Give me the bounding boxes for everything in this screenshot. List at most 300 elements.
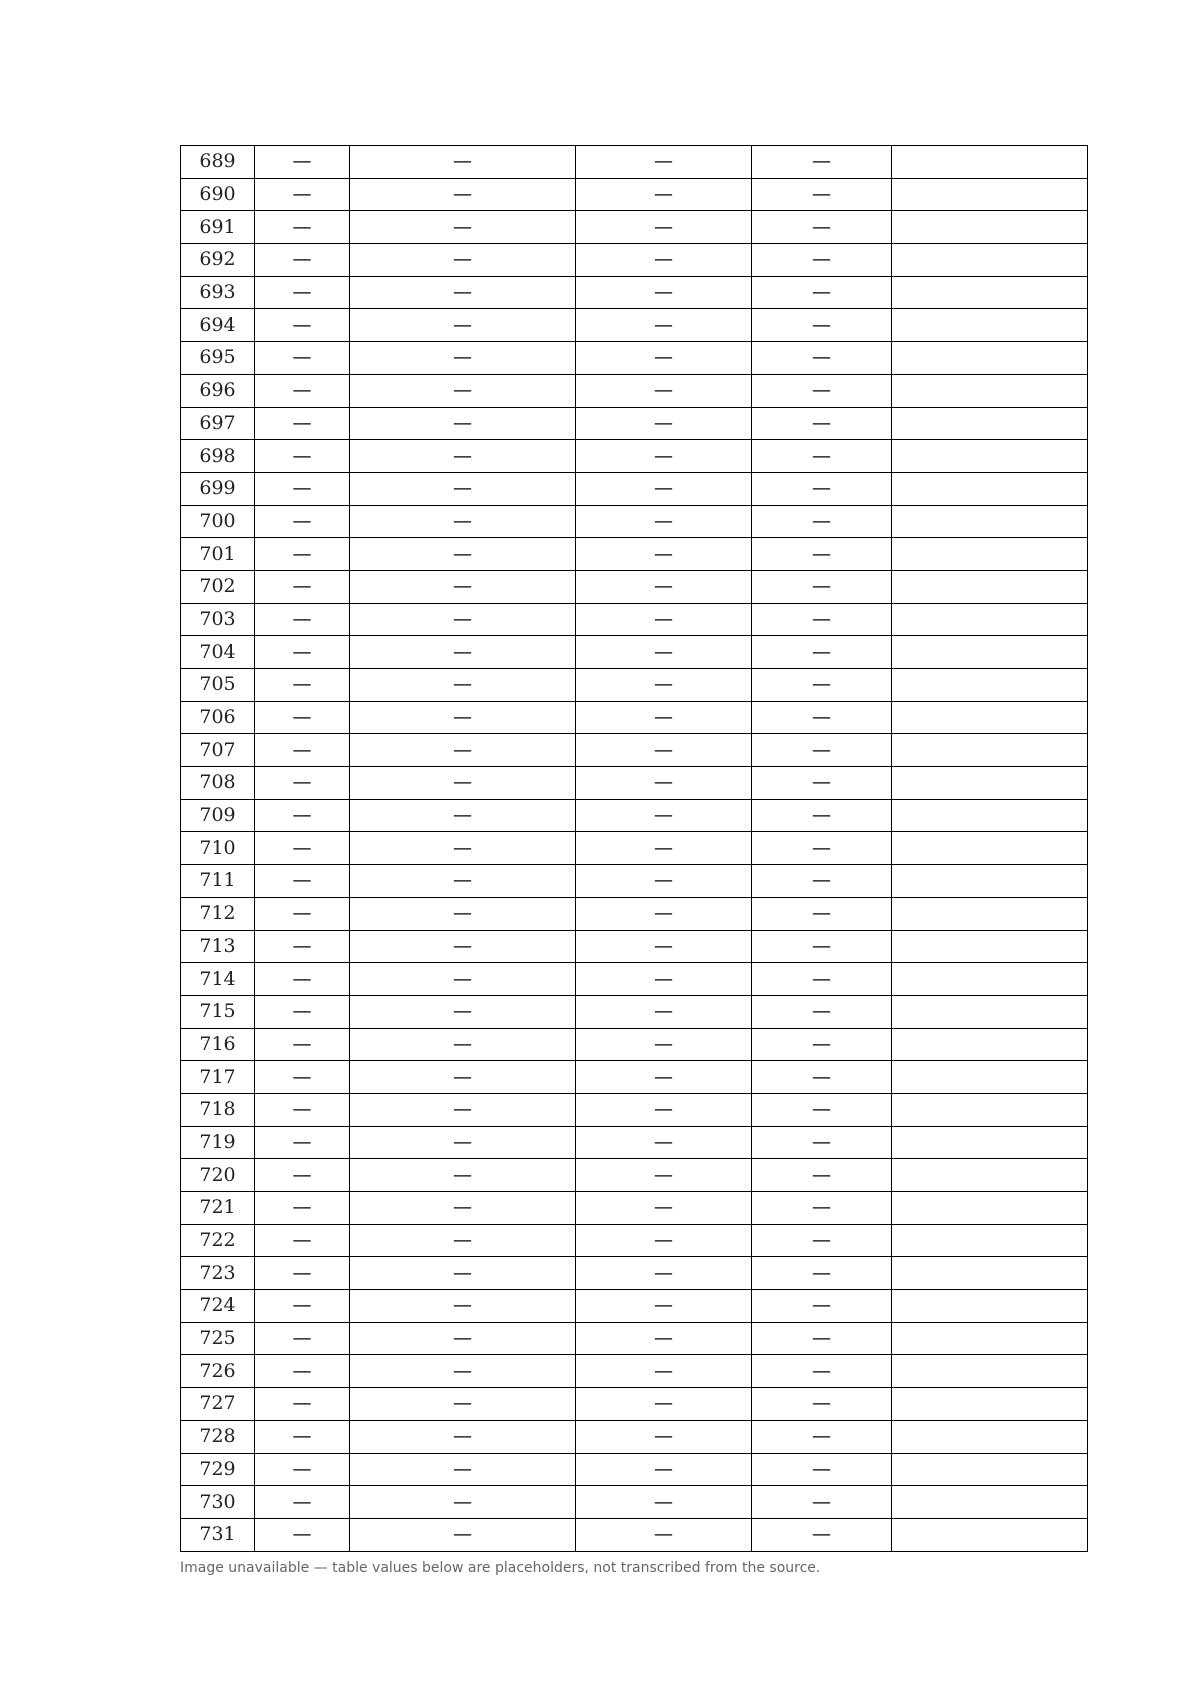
data-table-container: [180, 145, 1087, 1552]
amount-cell: —: [752, 244, 892, 277]
phone-cell: —: [576, 538, 752, 571]
table-row: [181, 146, 1088, 179]
name-cell: —: [255, 309, 350, 342]
phone-cell: —: [576, 146, 752, 179]
id-card-cell: —: [350, 897, 576, 930]
note-cell: [892, 701, 1088, 734]
phone-cell: —: [576, 767, 752, 800]
row-number-cell: 724: [181, 1290, 255, 1323]
amount-cell: —: [752, 1420, 892, 1453]
amount-cell: —: [752, 1290, 892, 1323]
table-row: [181, 1453, 1088, 1486]
row-number-cell: 713: [181, 930, 255, 963]
amount-cell: —: [752, 1126, 892, 1159]
id-card-cell: —: [350, 1126, 576, 1159]
row-number-cell: 729: [181, 1453, 255, 1486]
amount-cell: —: [752, 963, 892, 996]
table-row: [181, 799, 1088, 832]
id-card-cell: —: [350, 1355, 576, 1388]
table-row: [181, 538, 1088, 571]
phone-cell: —: [576, 865, 752, 898]
note-cell: [892, 407, 1088, 440]
amount-cell: —: [752, 701, 892, 734]
note-cell: [892, 1126, 1088, 1159]
note-cell: [892, 276, 1088, 309]
row-number-cell: 709: [181, 799, 255, 832]
note-cell: [892, 342, 1088, 375]
amount-cell: —: [752, 1192, 892, 1225]
table-row: [181, 701, 1088, 734]
name-cell: —: [255, 1061, 350, 1094]
table-row: [181, 963, 1088, 996]
phone-cell: —: [576, 1028, 752, 1061]
note-cell: [892, 309, 1088, 342]
name-cell: —: [255, 472, 350, 505]
amount-cell: —: [752, 1159, 892, 1192]
phone-cell: —: [576, 603, 752, 636]
note-cell: [892, 1093, 1088, 1126]
note-cell: [892, 603, 1088, 636]
name-cell: —: [255, 570, 350, 603]
id-card-cell: —: [350, 832, 576, 865]
note-cell: [892, 734, 1088, 767]
phone-cell: —: [576, 276, 752, 309]
table-row: [181, 1028, 1088, 1061]
table-row: [181, 1518, 1088, 1551]
table-row: [181, 244, 1088, 277]
name-cell: —: [255, 1453, 350, 1486]
phone-cell: —: [576, 309, 752, 342]
name-cell: —: [255, 1224, 350, 1257]
phone-cell: —: [576, 244, 752, 277]
name-cell: —: [255, 1028, 350, 1061]
id-card-cell: —: [350, 669, 576, 702]
table-row: [181, 505, 1088, 538]
phone-cell: —: [576, 342, 752, 375]
amount-cell: —: [752, 832, 892, 865]
table-row: [181, 930, 1088, 963]
id-card-cell: —: [350, 1159, 576, 1192]
id-card-cell: —: [350, 603, 576, 636]
name-cell: —: [255, 799, 350, 832]
id-card-cell: —: [350, 734, 576, 767]
note-cell: [892, 930, 1088, 963]
amount-cell: —: [752, 505, 892, 538]
phone-cell: —: [576, 1257, 752, 1290]
row-number-cell: 719: [181, 1126, 255, 1159]
id-card-cell: —: [350, 1486, 576, 1519]
table-row: [181, 276, 1088, 309]
row-number-cell: 711: [181, 865, 255, 898]
id-card-cell: —: [350, 407, 576, 440]
id-card-cell: —: [350, 636, 576, 669]
id-card-cell: —: [350, 995, 576, 1028]
amount-cell: —: [752, 472, 892, 505]
table-row: [181, 767, 1088, 800]
table-row: [181, 309, 1088, 342]
name-cell: —: [255, 276, 350, 309]
phone-cell: —: [576, 701, 752, 734]
note-cell: [892, 538, 1088, 571]
amount-cell: —: [752, 865, 892, 898]
table-row: [181, 1290, 1088, 1323]
name-cell: —: [255, 1093, 350, 1126]
phone-cell: —: [576, 211, 752, 244]
row-number-cell: 705: [181, 669, 255, 702]
table-row: [181, 734, 1088, 767]
amount-cell: —: [752, 1257, 892, 1290]
name-cell: —: [255, 930, 350, 963]
name-cell: —: [255, 1420, 350, 1453]
amount-cell: —: [752, 276, 892, 309]
note-cell: [892, 1061, 1088, 1094]
note-cell: [892, 865, 1088, 898]
row-number-cell: 726: [181, 1355, 255, 1388]
row-number-cell: 693: [181, 276, 255, 309]
table-row: [181, 1420, 1088, 1453]
phone-cell: —: [576, 178, 752, 211]
id-card-cell: —: [350, 865, 576, 898]
note-cell: [892, 1486, 1088, 1519]
note-cell: [892, 1322, 1088, 1355]
row-number-cell: 704: [181, 636, 255, 669]
phone-cell: —: [576, 1093, 752, 1126]
name-cell: —: [255, 1355, 350, 1388]
name-cell: —: [255, 1322, 350, 1355]
table-row: [181, 1322, 1088, 1355]
id-card-cell: —: [350, 342, 576, 375]
id-card-cell: —: [350, 1322, 576, 1355]
name-cell: —: [255, 146, 350, 179]
id-card-cell: —: [350, 1453, 576, 1486]
id-card-cell: —: [350, 1518, 576, 1551]
amount-cell: —: [752, 767, 892, 800]
amount-cell: —: [752, 1093, 892, 1126]
amount-cell: —: [752, 799, 892, 832]
table-row: [181, 832, 1088, 865]
id-card-cell: —: [350, 472, 576, 505]
data-table: [180, 145, 1088, 1552]
amount-cell: —: [752, 669, 892, 702]
note-cell: [892, 767, 1088, 800]
name-cell: —: [255, 440, 350, 473]
row-number-cell: 710: [181, 832, 255, 865]
id-card-cell: —: [350, 1388, 576, 1421]
phone-cell: —: [576, 1420, 752, 1453]
row-number-cell: 717: [181, 1061, 255, 1094]
row-number-cell: 701: [181, 538, 255, 571]
row-number-cell: 718: [181, 1093, 255, 1126]
amount-cell: —: [752, 178, 892, 211]
amount-cell: —: [752, 538, 892, 571]
amount-cell: —: [752, 407, 892, 440]
amount-cell: —: [752, 374, 892, 407]
table-row: [181, 407, 1088, 440]
row-number-cell: 727: [181, 1388, 255, 1421]
phone-cell: —: [576, 669, 752, 702]
id-card-cell: —: [350, 1420, 576, 1453]
id-card-cell: —: [350, 1224, 576, 1257]
table-row: [181, 440, 1088, 473]
note-cell: [892, 505, 1088, 538]
name-cell: —: [255, 832, 350, 865]
note-cell: [892, 636, 1088, 669]
amount-cell: —: [752, 1224, 892, 1257]
amount-cell: —: [752, 897, 892, 930]
id-card-cell: —: [350, 276, 576, 309]
table-row: [181, 472, 1088, 505]
id-card-cell: —: [350, 930, 576, 963]
amount-cell: —: [752, 1518, 892, 1551]
id-card-cell: —: [350, 1028, 576, 1061]
phone-cell: —: [576, 407, 752, 440]
amount-cell: —: [752, 1453, 892, 1486]
note-cell: [892, 1388, 1088, 1421]
row-number-cell: 716: [181, 1028, 255, 1061]
id-card-cell: —: [350, 701, 576, 734]
note-cell: [892, 146, 1088, 179]
amount-cell: —: [752, 603, 892, 636]
amount-cell: —: [752, 440, 892, 473]
note-cell: [892, 472, 1088, 505]
table-row: [181, 178, 1088, 211]
name-cell: —: [255, 1159, 350, 1192]
amount-cell: —: [752, 1061, 892, 1094]
phone-cell: —: [576, 799, 752, 832]
note-cell: [892, 244, 1088, 277]
amount-cell: —: [752, 734, 892, 767]
table-body: [181, 146, 1088, 1552]
amount-cell: —: [752, 1388, 892, 1421]
id-card-cell: —: [350, 1093, 576, 1126]
note-cell: [892, 799, 1088, 832]
name-cell: —: [255, 636, 350, 669]
id-card-cell: —: [350, 1192, 576, 1225]
table-row: [181, 1159, 1088, 1192]
table-row: [181, 669, 1088, 702]
id-card-cell: —: [350, 767, 576, 800]
row-number-cell: 723: [181, 1257, 255, 1290]
name-cell: —: [255, 734, 350, 767]
table-row: [181, 995, 1088, 1028]
amount-cell: —: [752, 1486, 892, 1519]
name-cell: —: [255, 1388, 350, 1421]
id-card-cell: —: [350, 538, 576, 571]
amount-cell: —: [752, 1322, 892, 1355]
amount-cell: —: [752, 1028, 892, 1061]
phone-cell: —: [576, 1322, 752, 1355]
note-cell: [892, 1355, 1088, 1388]
table-row: [181, 1257, 1088, 1290]
row-number-cell: 707: [181, 734, 255, 767]
table-row: [181, 342, 1088, 375]
note-cell: [892, 178, 1088, 211]
table-row: [181, 1388, 1088, 1421]
note-cell: [892, 211, 1088, 244]
name-cell: —: [255, 1192, 350, 1225]
row-number-cell: 700: [181, 505, 255, 538]
row-number-cell: 697: [181, 407, 255, 440]
phone-cell: —: [576, 1126, 752, 1159]
phone-cell: —: [576, 505, 752, 538]
note-cell: [892, 669, 1088, 702]
id-card-cell: —: [350, 211, 576, 244]
phone-cell: —: [576, 897, 752, 930]
note-cell: [892, 570, 1088, 603]
row-number-cell: 721: [181, 1192, 255, 1225]
note-cell: [892, 1224, 1088, 1257]
phone-cell: —: [576, 832, 752, 865]
phone-cell: —: [576, 1388, 752, 1421]
id-card-cell: —: [350, 570, 576, 603]
phone-cell: —: [576, 1224, 752, 1257]
phone-cell: —: [576, 440, 752, 473]
name-cell: —: [255, 1518, 350, 1551]
name-cell: —: [255, 963, 350, 996]
note-cell: [892, 1028, 1088, 1061]
row-number-cell: 695: [181, 342, 255, 375]
phone-cell: —: [576, 1061, 752, 1094]
row-number-cell: 714: [181, 963, 255, 996]
phone-cell: —: [576, 1486, 752, 1519]
note-cell: [892, 1257, 1088, 1290]
row-number-cell: 699: [181, 472, 255, 505]
name-cell: —: [255, 178, 350, 211]
amount-cell: —: [752, 146, 892, 179]
phone-cell: —: [576, 472, 752, 505]
phone-cell: —: [576, 1518, 752, 1551]
phone-cell: —: [576, 636, 752, 669]
table-row: [181, 636, 1088, 669]
table-row: [181, 1192, 1088, 1225]
name-cell: —: [255, 669, 350, 702]
name-cell: —: [255, 342, 350, 375]
name-cell: —: [255, 1290, 350, 1323]
phone-cell: —: [576, 1192, 752, 1225]
row-number-cell: 694: [181, 309, 255, 342]
table-row: [181, 570, 1088, 603]
note-cell: [892, 897, 1088, 930]
note-cell: [892, 1518, 1088, 1551]
amount-cell: —: [752, 995, 892, 1028]
row-number-cell: 730: [181, 1486, 255, 1519]
table-row: [181, 374, 1088, 407]
amount-cell: —: [752, 211, 892, 244]
id-card-cell: —: [350, 146, 576, 179]
phone-cell: —: [576, 1453, 752, 1486]
phone-cell: —: [576, 963, 752, 996]
table-row: [181, 865, 1088, 898]
name-cell: —: [255, 897, 350, 930]
row-number-cell: 689: [181, 146, 255, 179]
phone-cell: —: [576, 1159, 752, 1192]
note-cell: [892, 1290, 1088, 1323]
row-number-cell: 703: [181, 603, 255, 636]
phone-cell: —: [576, 995, 752, 1028]
name-cell: —: [255, 407, 350, 440]
id-card-cell: —: [350, 1257, 576, 1290]
row-number-cell: 712: [181, 897, 255, 930]
phone-cell: —: [576, 374, 752, 407]
note-cell: [892, 440, 1088, 473]
id-card-cell: —: [350, 440, 576, 473]
note-cell: [892, 374, 1088, 407]
id-card-cell: —: [350, 799, 576, 832]
name-cell: —: [255, 1126, 350, 1159]
name-cell: —: [255, 865, 350, 898]
table-row: [181, 1224, 1088, 1257]
amount-cell: —: [752, 1355, 892, 1388]
row-number-cell: 706: [181, 701, 255, 734]
amount-cell: —: [752, 570, 892, 603]
amount-cell: —: [752, 636, 892, 669]
name-cell: —: [255, 374, 350, 407]
row-number-cell: 722: [181, 1224, 255, 1257]
table-row: [181, 1355, 1088, 1388]
name-cell: —: [255, 505, 350, 538]
phone-cell: —: [576, 734, 752, 767]
name-cell: —: [255, 767, 350, 800]
note-cell: [892, 963, 1088, 996]
row-number-cell: 690: [181, 178, 255, 211]
note-cell: [892, 1192, 1088, 1225]
amount-cell: —: [752, 930, 892, 963]
name-cell: —: [255, 538, 350, 571]
table-row: [181, 1126, 1088, 1159]
row-number-cell: 715: [181, 995, 255, 1028]
row-number-cell: 702: [181, 570, 255, 603]
name-cell: —: [255, 603, 350, 636]
table-row: [181, 1093, 1088, 1126]
name-cell: —: [255, 211, 350, 244]
table-row: [181, 211, 1088, 244]
phone-cell: —: [576, 570, 752, 603]
note-cell: [892, 1420, 1088, 1453]
table-row: [181, 603, 1088, 636]
placeholder-note: Image unavailable — table values below are placeholders, not transcribed from the source.: [180, 1560, 821, 1576]
row-number-cell: 725: [181, 1322, 255, 1355]
phone-cell: —: [576, 1290, 752, 1323]
id-card-cell: —: [350, 963, 576, 996]
id-card-cell: —: [350, 309, 576, 342]
id-card-cell: —: [350, 1290, 576, 1323]
note-cell: [892, 832, 1088, 865]
row-number-cell: 720: [181, 1159, 255, 1192]
phone-cell: —: [576, 930, 752, 963]
row-number-cell: 728: [181, 1420, 255, 1453]
note-cell: [892, 995, 1088, 1028]
amount-cell: —: [752, 309, 892, 342]
row-number-cell: 692: [181, 244, 255, 277]
name-cell: —: [255, 701, 350, 734]
name-cell: —: [255, 1257, 350, 1290]
note-cell: [892, 1453, 1088, 1486]
id-card-cell: —: [350, 505, 576, 538]
row-number-cell: 691: [181, 211, 255, 244]
row-number-cell: 708: [181, 767, 255, 800]
table-row: [181, 897, 1088, 930]
name-cell: —: [255, 244, 350, 277]
row-number-cell: 696: [181, 374, 255, 407]
id-card-cell: —: [350, 244, 576, 277]
table-row: [181, 1486, 1088, 1519]
id-card-cell: —: [350, 178, 576, 211]
phone-cell: —: [576, 1355, 752, 1388]
id-card-cell: —: [350, 374, 576, 407]
name-cell: —: [255, 995, 350, 1028]
note-cell: [892, 1159, 1088, 1192]
row-number-cell: 698: [181, 440, 255, 473]
